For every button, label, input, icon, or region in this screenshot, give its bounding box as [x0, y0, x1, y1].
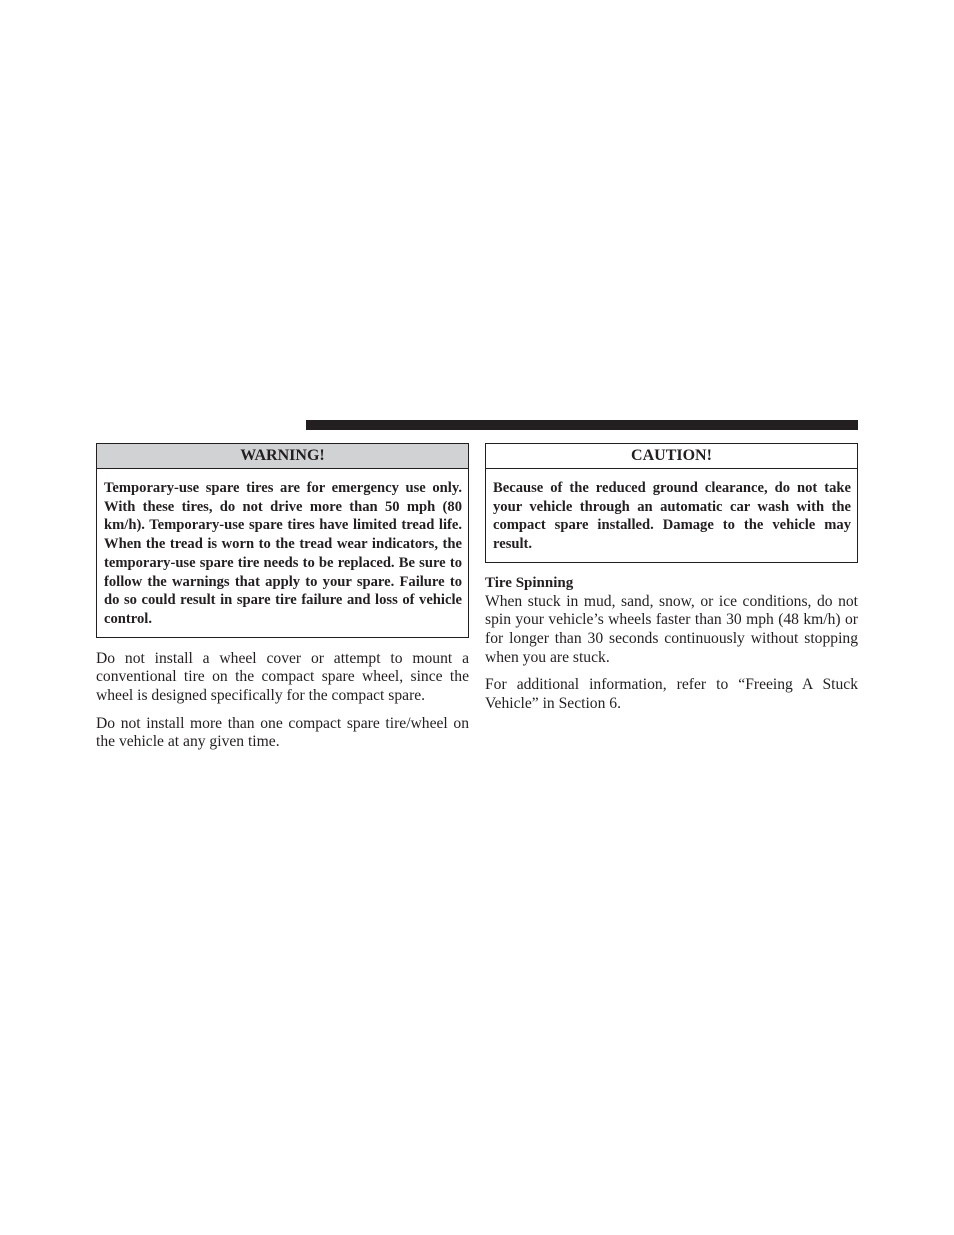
caution-title: CAUTION!: [486, 444, 857, 469]
additional-info-paragraph: For additional information, refer to “Freeing A Stuck Vehicle” in Section 6.: [485, 676, 858, 713]
right-column: [485, 443, 858, 714]
tire-spinning-paragraph: When stuck in mud, sand, snow, or ice conditions, do not spin your vehicle’s wheels faster than 30 mph (48 km/h) or for longer than 30 seconds continuously without stopping when you are stuck.: [485, 592, 858, 666]
warning-title: WARNING!: [97, 444, 468, 469]
left-column: [96, 443, 469, 752]
wheel-cover-paragraph: Do not install a wheel cover or attempt to mount a conventional tire on the compact spare wheel, since the wheel is designed specifically for the compact spare.: [96, 649, 469, 705]
warning-text: Temporary-use spare tires are for emergency use only. With these tires, do not drive more than 50 mph (80 km/h). Temporary-use spare tires have limited tread life. When the tread is worn to the tread wear indicators, the temporary-use spare tire needs to be replaced. Be sure to follow the warnings that apply to your spare. Failure to do so could result in spare tire failure and loss of vehicle control.: [104, 480, 462, 627]
warning-box: [96, 443, 469, 638]
tire-spinning-heading: Tire Spinning: [485, 574, 574, 591]
caution-text: Because of the reduced ground clearance, do not take your vehicle through an automatic car wash with the compact spare installed. Damage to the vehicle may result.: [493, 480, 851, 553]
caution-box: [485, 443, 858, 563]
section-header-bar: [306, 420, 858, 430]
single-spare-paragraph: Do not install more than one compact spare tire/wheel on the vehicle at any given time.: [96, 714, 469, 751]
